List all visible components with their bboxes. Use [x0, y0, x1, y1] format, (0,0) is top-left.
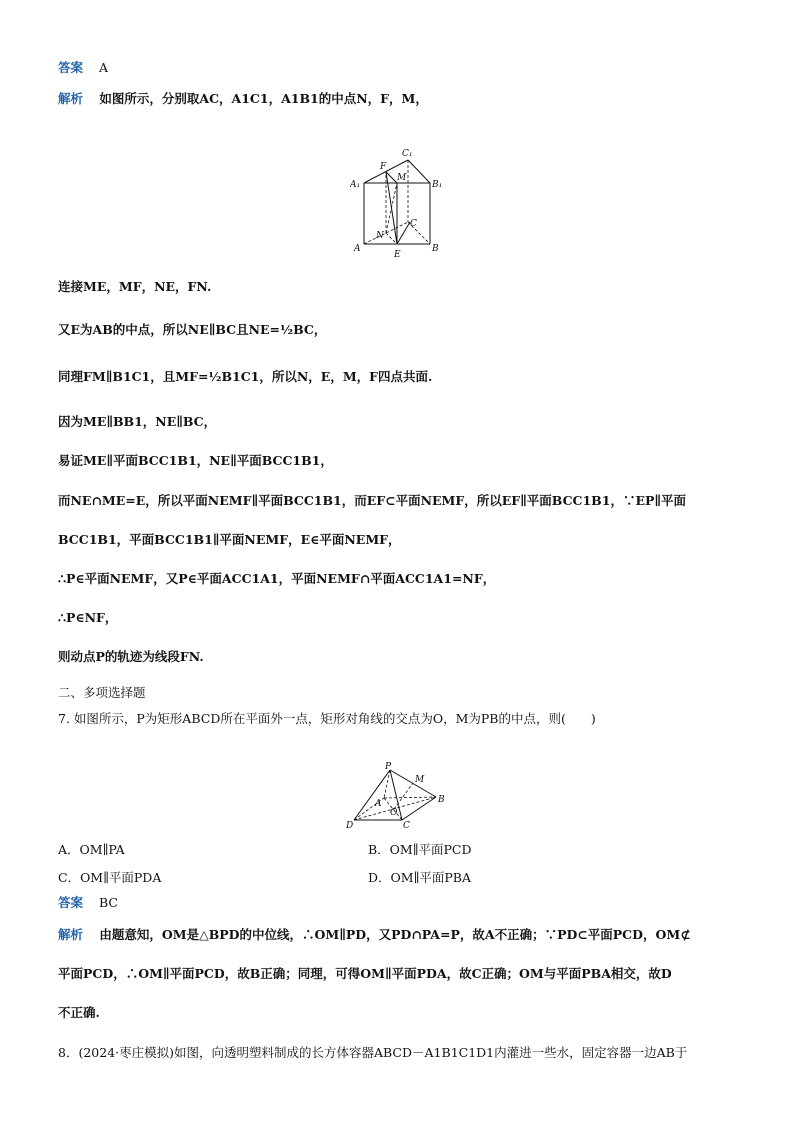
answer-value: BC [99, 895, 118, 910]
answer-label: 答案 [58, 895, 84, 910]
analysis-intro: 如图所示，分别取AC，A1C1，A1B1的中点N，F，M， [99, 91, 428, 106]
label-A: A [375, 799, 382, 809]
analysis2-line1: 由题意知，OM是△BPD的中位线，∴OM∥PD，又PD∩PA=P，故A不正确；∵PD⊂平面PCD，OM⊄ [99, 927, 691, 942]
label-M: M [397, 173, 407, 183]
step-3: 同理FM∥B1C1，且MF=½B1C1，所以N，E，M，F四点共面. [58, 369, 433, 384]
analysis-label: 解析 [58, 91, 84, 106]
answer-label: 答案 [58, 60, 84, 75]
analysis-label: 解析 [58, 927, 84, 942]
label-C: C [403, 821, 410, 831]
step-5: 易证ME∥平面BCC1B1，NE∥平面BCC1B1， [58, 453, 333, 468]
analysis-line-1 [58, 91, 428, 107]
section-title: 二、多项选择题 [58, 685, 146, 700]
prism-figure [350, 147, 450, 262]
analysis2-line3: 不正确. [58, 1005, 100, 1020]
q8-stem: 8．(2024·枣庄模拟)如图，向透明塑料制成的长方体容器ABCD－A1B1C1D1内灌进一些水，固定容器一边AB于 [58, 1045, 688, 1060]
step-4: 因为ME∥BB1，NE∥BC， [58, 414, 217, 429]
answer-line-2 [58, 895, 118, 911]
label-P: P [385, 762, 392, 772]
answer-line-1 [58, 60, 108, 76]
label-E: E [394, 250, 401, 260]
step-2: 又E为AB的中点，所以NE∥BC且NE=½BC， [58, 322, 327, 337]
pyramid-figure [340, 760, 455, 832]
label-D: D [346, 821, 354, 831]
label-O: O [390, 808, 398, 818]
label-F: F [380, 162, 387, 172]
option-d: D．OM∥平面PBA [368, 870, 471, 885]
label-C: C [410, 219, 417, 229]
label-M: M [415, 775, 425, 785]
label-N: N [376, 231, 384, 241]
step-9: ∴P∈NF， [58, 610, 118, 625]
step-10: 则动点P的轨迹为线段FN. [58, 649, 204, 664]
step-6: 而NE∩ME=E，所以平面NEMF∥平面BCC1B1，而EF⊂平面NEMF，所以EF∥平面BCC1B1，∵EP∥平面 [58, 493, 686, 508]
answer-value: A [99, 60, 109, 75]
analysis2-line2: 平面PCD，∴OM∥平面PCD，故B正确；同理，可得OM∥平面PDA，故C正确；OM与平面PBA相交，故D [58, 966, 672, 981]
option-c: C．OM∥平面PDA [58, 870, 162, 885]
step-1: 连接ME，MF，NE，FN. [58, 279, 212, 294]
step-7: BCC1B1，平面BCC1B1∥平面NEMF，E∈平面NEMF， [58, 532, 401, 547]
step-8: ∴P∈平面NEMF，又P∈平面ACC1A1，平面NEMF∩平面ACC1A1=NF， [58, 571, 496, 586]
analysis-line-2 [58, 927, 691, 943]
q7-stem: 7. 如图所示，P为矩形ABCD所在平面外一点，矩形对角线的交点为O，M为PB的中点，则( ) [58, 711, 596, 726]
option-b: B．OM∥平面PCD [368, 842, 472, 857]
label-A1: A₁ [350, 180, 361, 190]
label-C1: C₁ [402, 149, 413, 159]
label-B: B [432, 244, 439, 254]
label-B: B [438, 795, 445, 805]
option-a: A．OM∥PA [58, 842, 125, 857]
label-B1: B₁ [432, 180, 443, 190]
label-A: A [354, 244, 361, 254]
